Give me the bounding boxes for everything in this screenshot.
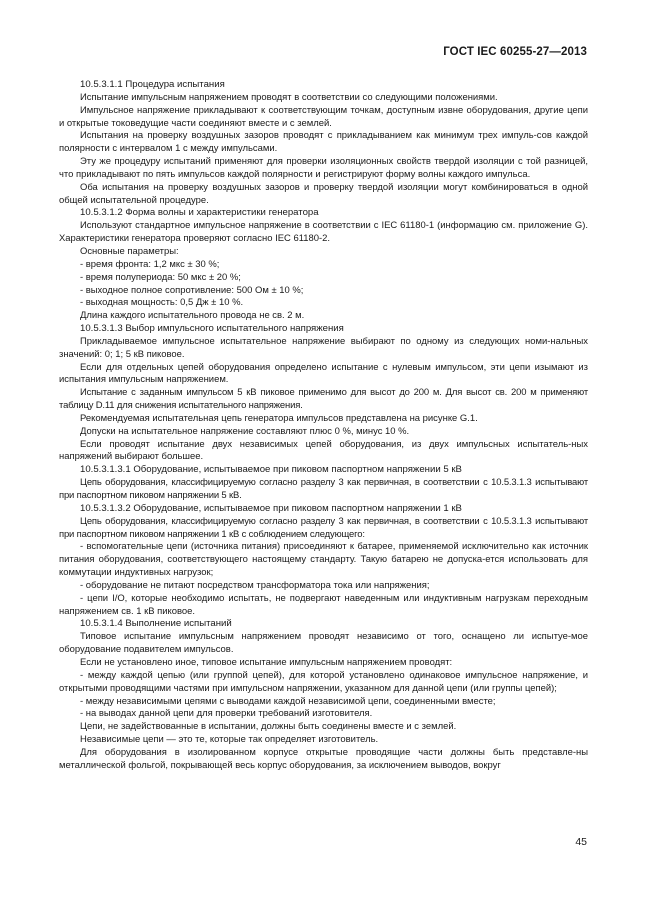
section-heading: 10.5.3.1.1 Процедура испытания [80,79,225,90]
paragraph: - между каждой цепью (или группой цепей), для которой установлено одинаковое импульсное напряжение, и открытыми проводящими частями при импульсном напряжении, указанном для данной цепи (или группы цепей); [59,669,588,694]
paragraph: - выходное полное сопротивление: 500 Ом ± 10 %; [80,284,304,296]
paragraph: - между независимыми цепями с выводами каждой независимой цепи, соединенными вместе; [80,695,496,707]
section-heading: 10.5.3.1.3 Выбор импульсного испытательного напряжения [80,323,344,335]
paragraph: Испытание импульсным напряжением проводят в соответствии со следующими положениями. [80,91,498,103]
paragraph: Для оборудования в изолированном корпусе открытые проводящие части должны быть представле-ны металлической фольгой, покрывающей весь корпус оборудования, за исключением выводов, вокруг [59,746,588,771]
section-heading: 10.5.3.1.3.2 Оборудование, испытываемое при пиковом паспортном напряжении 1 кВ [80,502,462,514]
paragraph: Допуски на испытательное напряжение составляют плюс 0 %, минус 10 %. [80,425,410,437]
page-number: 45 [575,836,587,848]
paragraph: Независимые цепи — это те, которые так определяет изготовитель. [80,734,379,746]
paragraph: Основные параметры: [80,245,179,257]
paragraph: Испытания на проверку воздушных зазоров проводят с прикладыванием как минимум трех импуль-сов каждой полярности с интервалом 1 с между импульсами. [59,130,588,155]
paragraph: Цепь оборудования, классифицируемую согласно разделу 3 как первичная, в соответствии с 10.5.3.1.3 испытывают при паспортном пиковом напряжении 1 кВ с соблюдением следующего: [59,515,588,540]
paragraph: Рекомендуемая испытательная цепь генератора импульсов представлена на рисунке G.1. [80,412,478,424]
paragraph: Цепь оборудования, классифицируемую согласно разделу 3 как первичная, в соответствии с 10.5.3.1.3 испытывают при паспортном пиковом напряжении 5 кВ. [59,477,588,501]
page-body [59,79,588,773]
paragraph: Если проводят испытание двух независимых цепей оборудования, из двух импульсных испытатель-ных напряжений выбирают большее. [59,438,588,463]
paragraph: Используют стандартное импульсное напряжение в соответствии с IEC 61180-1 (информацию см. приложение G). Характеристики генератора проверяют согласно IEC 61180-2. [59,220,588,245]
paragraph: - вспомогательные цепи (источника питания) присоединяют к батарее, применяемой исключительно как источник питания оборудования, соответствующего настоящему стандарту. Такую батарею не допуска-ется использовать для коммутации индуктивных нагрузок; [59,541,588,579]
paragraph: Импульсное напряжение прикладывают к соответствующим точкам, доступным извне оборудования, другие цепи и открытые токоведущие части соединяют вместе и с землей. [59,104,588,129]
paragraph: Прикладываемое импульсное испытательное напряжение выбирают по одному из следующих номи-нальных значений: 0; 1; 5 кВ пиковое. [59,335,588,360]
paragraph: - цепи I/O, которые необходимо испытать, не подвергают наведенным или индуктивным нагрузкам переходным напряжением св. 1 кВ пиковое. [59,592,588,617]
paragraph: Длина каждого испытательного провода не св. 2 м. [80,310,305,322]
paragraph: Оба испытания на проверку воздушных зазоров и проверку твердой изоляции могут комбинироваться в одной общей испытательной процедуре. [59,181,588,206]
paragraph: Эту же процедуру испытаний применяют для проверки изоляционных свойств твердой изоляции с той разницей, что прикладывают по пять импульсов каждой полярности и регистрируют форму волны каждого импульса. [59,156,588,180]
paragraph: - выходная мощность: 0,5 Дж ± 10 %. [80,297,244,309]
paragraph: Типовое испытание импульсным напряжением проводят независимо от того, оснащено ли испытуе-мое оборудование подавителем импульсов. [59,631,588,656]
paragraph: - время полупериода: 50 мкс ± 20 %; [80,271,241,283]
paragraph: Испытание с заданным импульсом 5 кВ пиковое применимо для высот до 200 м. Для высот св. 200 м применяют таблицу D.11 для снижения испытательного напряжения. [59,387,588,412]
paragraph: - оборудование не питают посредством трансформатора тока или напряжения; [80,579,430,591]
section-heading: 10.5.3.1.4 Выполнение испытаний [80,618,232,630]
paragraph: - на выводах данной цепи для проверки требований изготовителя. [80,708,373,720]
paragraph: Цепи, не задействованные в испытании, должны быть соединены вместе и с землей. [80,721,457,733]
section-heading: 10.5.3.1.3.1 Оборудование, испытываемое при пиковом паспортном напряжении 5 кВ [80,464,462,476]
paragraph: Если для отдельных цепей оборудования определено испытание с нулевым импульсом, эти цепи изымают из испытания импульсным напряжением. [59,361,588,386]
document-header: ГОСТ IEC 60255-27—2013 [443,46,587,58]
paragraph: - время фронта: 1,2 мкс ± 30 %; [80,258,220,270]
section-heading: 10.5.3.1.2 Форма волны и характеристики генератора [80,207,319,219]
paragraph: Если не установлено иное, типовое испытание импульсным напряжением проводят: [80,656,453,668]
